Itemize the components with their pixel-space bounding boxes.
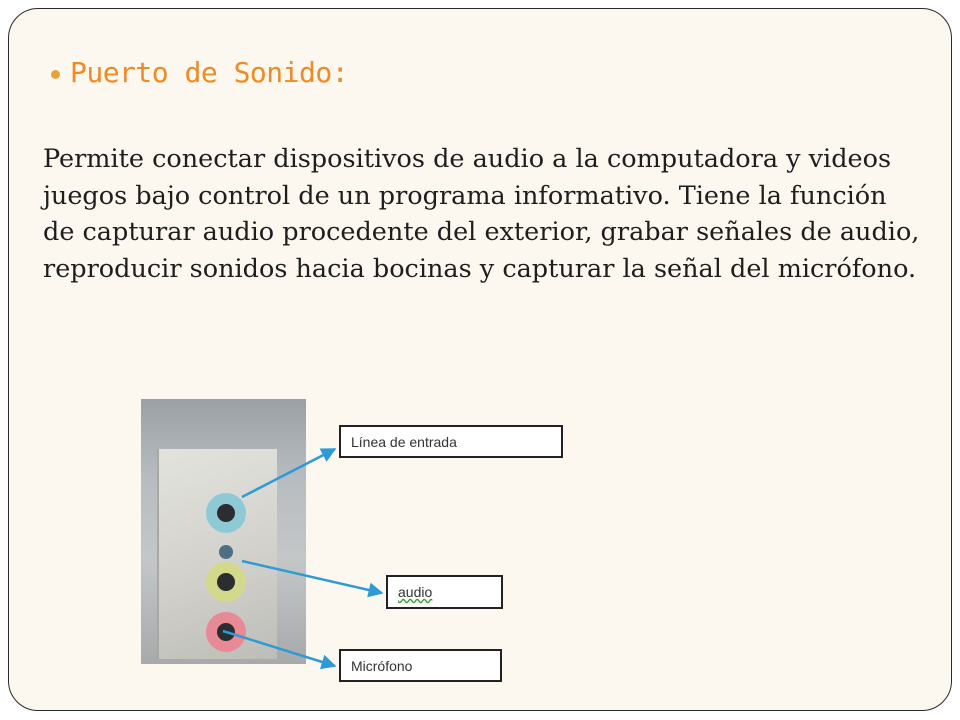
arrow-audio xyxy=(242,561,382,593)
arrow-line-in xyxy=(242,449,335,497)
slide xyxy=(8,8,952,711)
body-paragraph: Permite conectar dispositivos de audio a la computadora y videos juegos bajo control de un programa informativo. Tiene la función de capturar audio procedente del exterior, grabar señales de audio, reproducir sonidos hacia bocinas y capturar la señal del micrófono. xyxy=(43,144,920,284)
label-mic: Micrófono xyxy=(339,649,502,682)
arrow-mic xyxy=(223,631,335,666)
label-audio: audio xyxy=(386,575,503,609)
heading-text: Puerto de Sonido: xyxy=(70,56,349,89)
label-line-in: Línea de entrada xyxy=(339,425,563,458)
sound-port-figure xyxy=(9,9,952,711)
